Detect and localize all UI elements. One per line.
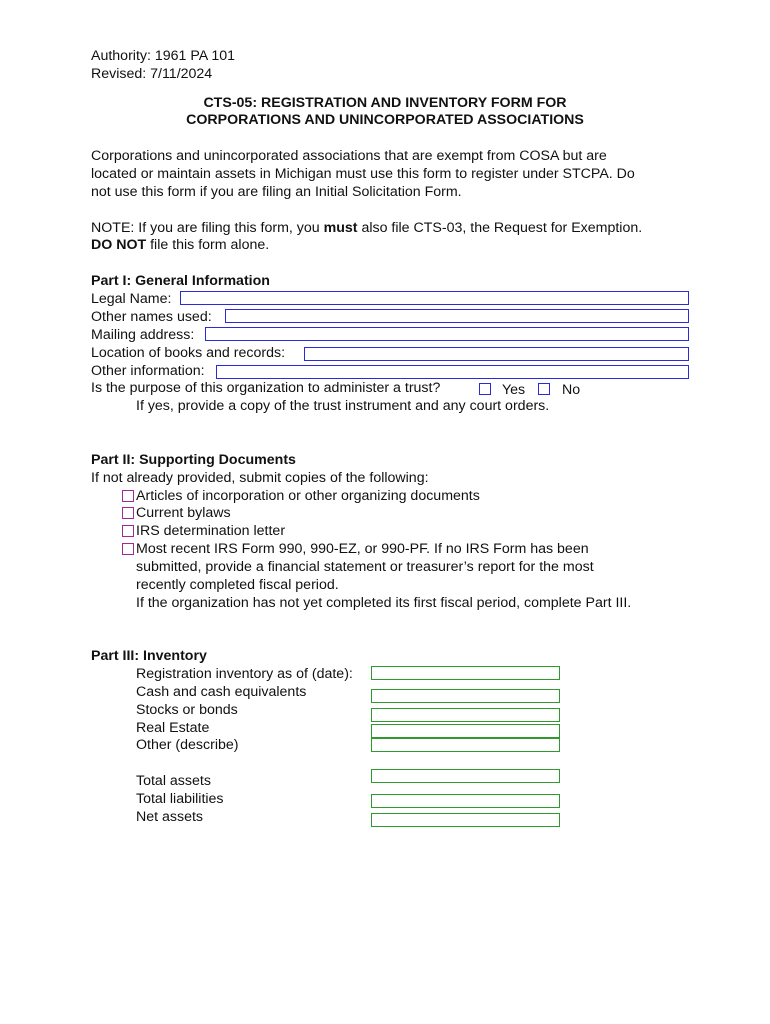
part1-heading: Part I: General Information <box>91 273 270 289</box>
part3-heading: Part III: Inventory <box>91 648 207 664</box>
note-prefix: NOTE: If you are filing this form, you <box>91 220 324 236</box>
mailing-address-label: Mailing address: <box>91 327 195 343</box>
irs-form-label: Most recent IRS Form 990, 990-EZ, or 990-PF. If no IRS Form has been <box>136 541 589 557</box>
bylaws-label: Current bylaws <box>136 505 231 521</box>
trust-question: Is the purpose of this organization to administer a trust? <box>91 380 441 396</box>
intro-line2: located or maintain assets in Michigan must use this form to register under STCPA. Do <box>91 166 635 182</box>
net-assets-label: Net assets <box>136 809 204 825</box>
irs-form-label-cont2: recently completed fiscal period. <box>136 577 339 593</box>
other-names-field[interactable] <box>225 309 689 323</box>
part2-note: If the organization has not yet completed its first fiscal period, complete Part III. <box>136 595 632 611</box>
inventory-date-label: Registration inventory as of (date): <box>136 666 353 682</box>
authority-text: Authority: 1961 PA 101 <box>91 48 236 64</box>
other-info-field[interactable] <box>216 365 689 379</box>
books-location-field[interactable] <box>304 347 689 361</box>
intro-line3: not use this form if you are filing an Initial Solicitation Form. <box>91 184 462 200</box>
articles-checkbox[interactable] <box>122 490 134 502</box>
trust-no-checkbox[interactable] <box>538 383 550 395</box>
trust-note: If yes, provide a copy of the trust instrument and any court orders. <box>136 398 550 414</box>
legal-name-field[interactable] <box>180 291 689 305</box>
net-assets-field[interactable] <box>371 813 560 827</box>
real-estate-label: Real Estate <box>136 720 210 736</box>
note-line2 <box>91 236 269 254</box>
mailing-address-field[interactable] <box>205 327 689 341</box>
articles-label: Articles of incorporation or other organizing documents <box>136 488 480 504</box>
note-line1 <box>91 219 642 237</box>
intro-line1: Corporations and unincorporated associations that are exempt from COSA but are <box>91 148 607 164</box>
stocks-label: Stocks or bonds <box>136 702 238 718</box>
trust-no-label: No <box>562 382 581 398</box>
form-title-line1: CTS-05: REGISTRATION AND INVENTORY FORM FOR <box>203 95 567 111</box>
note-tail: file this form alone. <box>146 237 270 253</box>
other-info-label: Other information: <box>91 363 205 379</box>
inventory-date-field[interactable] <box>371 666 560 680</box>
irs-form-checkbox[interactable] <box>122 543 134 555</box>
trust-yes-label: Yes <box>502 382 526 398</box>
cash-field[interactable] <box>371 689 560 703</box>
note-suffix: also file CTS-03, the Request for Exemption. <box>357 220 643 236</box>
total-assets-field[interactable] <box>371 769 560 783</box>
irs-letter-checkbox[interactable] <box>122 525 134 537</box>
other-assets-label: Other (describe) <box>136 737 239 753</box>
cash-label: Cash and cash equivalents <box>136 684 307 700</box>
other-names-label: Other names used: <box>91 309 212 325</box>
note-must: must <box>323 220 358 236</box>
part2-intro: If not already provided, submit copies of the following: <box>91 470 429 486</box>
stocks-field[interactable] <box>371 708 560 722</box>
legal-name-label: Legal Name: <box>91 291 172 307</box>
revised-text: Revised: 7/11/2024 <box>91 66 213 82</box>
total-liabilities-label: Total liabilities <box>136 791 224 807</box>
total-liabilities-field[interactable] <box>371 794 560 808</box>
real-estate-field[interactable] <box>371 724 560 738</box>
irs-letter-label: IRS determination letter <box>136 523 286 539</box>
bylaws-checkbox[interactable] <box>122 507 134 519</box>
total-assets-label: Total assets <box>136 773 211 789</box>
books-location-label: Location of books and records: <box>91 345 286 361</box>
other-assets-field[interactable] <box>371 738 560 752</box>
note-do-not: DO NOT <box>91 237 147 253</box>
irs-form-label-cont1: submitted, provide a financial statement or treasurer’s report for the most <box>136 559 594 575</box>
part2-heading: Part II: Supporting Documents <box>91 452 296 468</box>
trust-yes-checkbox[interactable] <box>479 383 491 395</box>
form-title-line2: CORPORATIONS AND UNINCORPORATED ASSOCIATIONS <box>186 112 584 128</box>
